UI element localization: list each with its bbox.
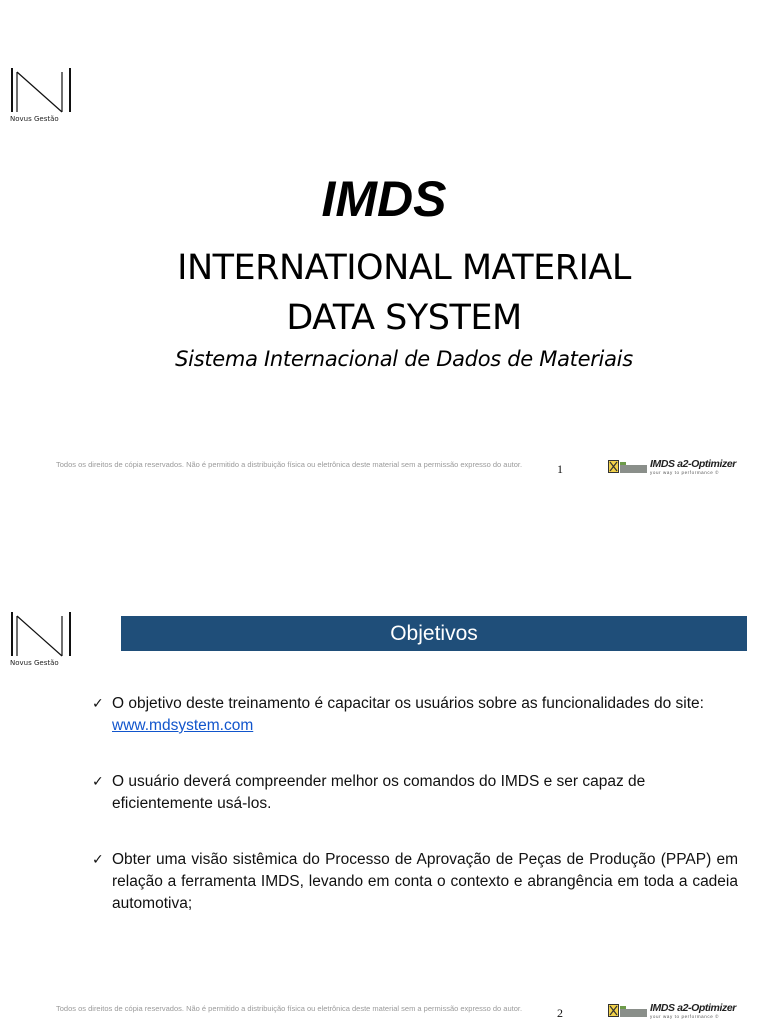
brand-tagline: your way to performance © bbox=[650, 1013, 720, 1019]
slide-title: IMDS bbox=[321, 171, 447, 227]
title-line-2: DATA SYSTEM bbox=[286, 298, 522, 338]
bullet-text: O usuário deverá compreender melhor os comandos do IMDS e ser capaz de eficientemente usá-los. bbox=[112, 773, 646, 812]
mdsystem-link[interactable]: www.mdsystem.com bbox=[112, 717, 254, 734]
brand-name: IMDS a2-Optimizer bbox=[650, 1002, 736, 1014]
novus-logo-icon bbox=[8, 610, 78, 658]
novus-logo-icon bbox=[8, 66, 78, 114]
bullet-text: Obter uma visão sistêmica do Processo de Aprovação de Peças de Produção (PPAP) em relação a ferramenta IMDS, levando em conta o contexto e abrangência em toda a cadeia automotiva; bbox=[112, 851, 738, 912]
copyright-note: Todos os direitos de cópia reservados. Não é permitido a distribuição física ou eletrônica deste material sem a permissão expresso do autor. bbox=[56, 1004, 523, 1013]
list-item bbox=[92, 849, 738, 915]
objectives-list bbox=[92, 693, 738, 949]
check-icon: ✓ bbox=[92, 852, 104, 868]
brand-name: IMDS a2-Optimizer bbox=[650, 458, 736, 470]
page-number: 2 bbox=[557, 1006, 563, 1020]
title-portuguese: Sistema Internacional de Dados de Materiais bbox=[175, 347, 633, 371]
slide-2 bbox=[0, 560, 768, 1024]
title-line-1: INTERNATIONAL MATERIAL bbox=[177, 248, 631, 288]
check-icon: ✓ bbox=[92, 696, 104, 712]
list-item bbox=[92, 693, 738, 737]
copyright-note: Todos os direitos de cópia reservados. Não é permitido a distribuição física ou eletrônica deste material sem a permissão expresso do autor. bbox=[56, 460, 523, 469]
section-header: Objetivos bbox=[121, 616, 747, 651]
list-item bbox=[92, 771, 738, 815]
logo-text: Novus Gestão bbox=[10, 659, 59, 667]
optimizer-logo-icon bbox=[608, 460, 648, 474]
novus-logo bbox=[8, 66, 86, 123]
novus-logo bbox=[8, 610, 86, 667]
page-number: 1 bbox=[557, 462, 563, 476]
check-icon: ✓ bbox=[92, 774, 104, 790]
optimizer-logo-icon bbox=[608, 1004, 648, 1018]
optimizer-brand bbox=[608, 459, 736, 475]
bullet-text: O objetivo deste treinamento é capacitar os usuários sobre as funcionalidades do site: bbox=[112, 695, 704, 712]
logo-text: Novus Gestão bbox=[10, 115, 59, 123]
brand-tagline: your way to performance © bbox=[650, 469, 720, 475]
optimizer-brand bbox=[608, 1003, 736, 1019]
